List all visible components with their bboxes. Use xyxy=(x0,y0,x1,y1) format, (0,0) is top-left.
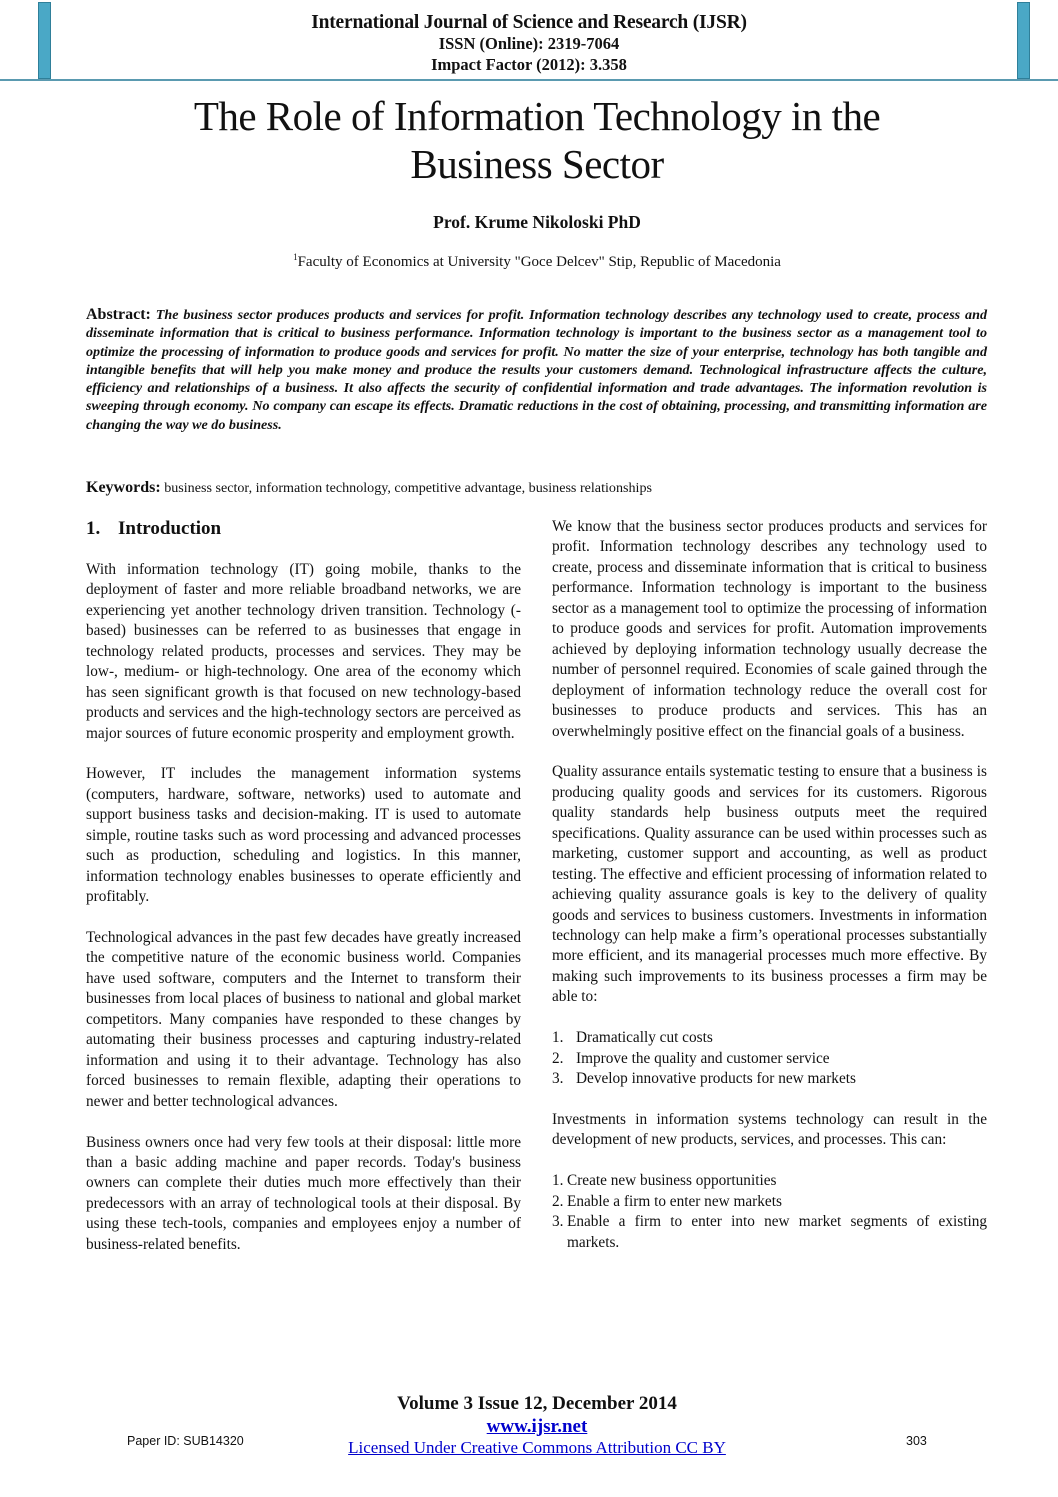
list-item xyxy=(552,1028,987,1048)
paragraph: Technological advances in the past few decades have greatly increased the competitive nature of the economic business world. Companies have used software, computers and the Internet to transform their businesses from local places of business to national and global market competitors. Many companies have responded to these changes by automating their business processes and capturing industry-related information and using it to their advantage. Technology has also forced businesses to remain flexible, adapting their operations to newer and better technological advances. xyxy=(86,929,521,1110)
paper-title-line-2: Business Sector xyxy=(410,141,664,187)
journal-issn: ISSN (Online): 2319-7064 xyxy=(438,34,620,53)
left-column xyxy=(86,560,521,1276)
list-text: Develop innovative products for new markets xyxy=(576,1070,856,1088)
list-text: Enable a firm to enter into new market segments of existing markets. xyxy=(567,1213,987,1251)
author-affiliation xyxy=(0,252,1058,271)
list-number: 3. xyxy=(552,1070,564,1088)
journal-header xyxy=(0,12,1058,75)
paper-title-line-1: The Role of Information Technology in the xyxy=(193,93,881,139)
list-number: 1. xyxy=(552,1172,564,1190)
paragraph: With information technology (IT) going mobile, thanks to the deployment of faster and more reliable broadband networks, we are experiencing yet another technology driven transition. Technology (-based) businesses can be referred to as businesses that engage in technology related products, processes and services. They may be low-, medium- or high-technology. One area of the economy which has seen significant growth is that focused on new technology-based products and services and the high-technology sectors are perceived as major sources of future economic prosperity and employment growth. xyxy=(86,561,521,742)
paragraph: Quality assurance entails systematic testing to ensure that a business is producing quality goods and services for its customers. Rigorous quality standards help business outputs meet the required specifications. Quality assurance can be used within processes such as marketing, customer support and accounting, as well as product testing. The effective and efficient processing of information related to achieving quality assurance goals is key to the delivery of quality goods and services to business customers. Investments in information technology can help make a firm’s operational processes substantially more efficient, and its managerial processes much more effective. By making such improvements to its business processes a firm may be able to: xyxy=(552,763,987,1006)
affiliation-text: Faculty of Economics at University "Goce Delcev" Stip, Republic of Macedonia xyxy=(297,254,781,270)
list-text: Create new business opportunities xyxy=(567,1172,777,1190)
journal-impact-factor: Impact Factor (2012): 3.358 xyxy=(431,55,627,74)
paper-author: Prof. Krume Nikoloski PhD xyxy=(433,212,641,232)
keywords-text: business sector, information technology, competitive advantage, business relationships xyxy=(164,480,652,496)
footer-volume: Volume 3 Issue 12, December 2014 xyxy=(397,1393,677,1414)
list-item xyxy=(552,1171,987,1191)
list-item xyxy=(552,1212,987,1253)
list-item xyxy=(552,1049,987,1069)
paragraph: We know that the business sector produces products and services for profit. Information technology describes any technology used to create, process and disseminate information that is critical to business performance. Information technology is important to the business sector as a management tool to optimize the processing of information to produce goods and services for profit. Automation improvements achieved by deploying information technology usually decrease the number of personnel required. Economies of scale gained through the deployment of information technology reduce the overall cost for businesses to produce products and services. This has an overwhelmingly positive effect on the financial goals of a business. xyxy=(552,518,987,740)
keywords-label: Keywords: xyxy=(86,479,161,496)
list-text: Enable a firm to enter new markets xyxy=(567,1192,782,1210)
list-item xyxy=(552,1069,987,1089)
paragraph: Business owners once had very few tools at their disposal: little more than a basic adding machine and paper records. Today's business owners can complete their duties much more effectively than their predecessors with an array of technological tools at their disposal. By using these tech-tools, companies and employees enjoy a number of business-related benefits. xyxy=(86,1133,521,1253)
improvements-list xyxy=(552,1028,987,1089)
list-number: 2. xyxy=(552,1049,564,1067)
abstract xyxy=(86,306,987,434)
list-number: 2. xyxy=(552,1192,564,1210)
abstract-label: Abstract: xyxy=(86,306,151,323)
footer-paper-id: Paper ID: SUB14320 xyxy=(127,1434,244,1448)
footer-page-number: 303 xyxy=(906,1434,927,1448)
abstract-text: The business sector produces products and services for profit. Information technology describes any technology used to create, process and disseminate information that is critical to business performance. Information technology is important to the business sector as a management tool to optimize the processing of information to produce goods and services for profit. No matter the size of your enterprise, technology has both tangible and intangible benefits that will help you make money and produce the results your customers demand. Technological infrastructure affects the culture, efficiency and relationships of a business. It also affects the security of confidential information and trade advantages. The information revolution is sweeping through economy. No company can escape its effects. Dramatic reductions in the cost of obtaining, processing, and transmitting information are changing the way we do business. xyxy=(86,307,987,433)
section-title: Introduction xyxy=(118,518,222,539)
section-heading-introduction xyxy=(86,518,221,540)
list-text: Dramatically cut costs xyxy=(576,1029,713,1047)
right-column xyxy=(552,517,987,1253)
list-text: Improve the quality and customer service xyxy=(576,1049,830,1067)
footer-license-link[interactable]: Licensed Under Creative Commons Attribution CC BY xyxy=(348,1438,726,1457)
section-number: 1. xyxy=(86,518,101,539)
paper-title xyxy=(0,92,1058,188)
affiliation-marker: 1 xyxy=(293,252,298,262)
paragraph: Investments in information systems technology can result in the development of new products, services, and processes. This can: xyxy=(552,1110,987,1149)
footer-website-link[interactable]: www.ijsr.net xyxy=(486,1416,588,1437)
header-divider xyxy=(0,79,1058,81)
opportunities-list xyxy=(552,1171,987,1253)
paragraph: However, IT includes the management information systems (computers, hardware, software, networks) used to automate and support business tasks and decision-making. IT is used to automate simple, routine tasks such as word processing and advanced processes such as production, scheduling and logistics. In this manner, information technology enables businesses to operate efficiently and profitably. xyxy=(86,765,521,906)
list-item xyxy=(552,1192,987,1212)
keywords xyxy=(86,479,987,497)
list-number: 1. xyxy=(552,1029,564,1047)
journal-name: International Journal of Science and Research (IJSR) xyxy=(311,12,747,33)
list-number: 3. xyxy=(552,1213,564,1231)
